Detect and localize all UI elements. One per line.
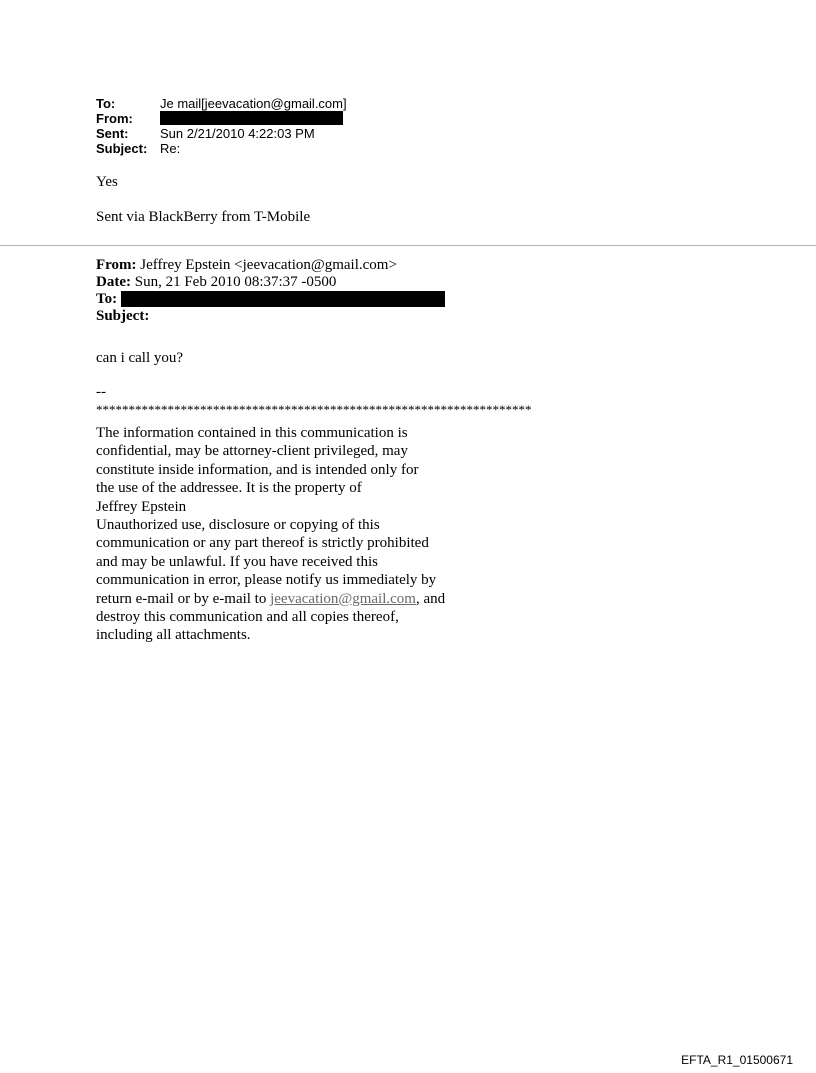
reply-sent-row — [96, 126, 347, 141]
disclaimer-line: The information contained in this communication is — [96, 425, 408, 441]
disclaimer-line: the use of the addressee. It is the property of — [96, 480, 362, 497]
reply-subject-row — [96, 141, 347, 156]
asterisk-rule: ******************************************************************* — [96, 402, 532, 417]
disclaimer-line — [96, 590, 496, 608]
from-label: From: — [96, 111, 133, 126]
disclaimer-text: return e-mail or by e-mail to — [96, 590, 271, 607]
quoted-date-label: Date: — [96, 274, 131, 290]
redaction-bar — [121, 291, 445, 307]
disclaimer-line: and may be unlawful. If you have received this — [96, 553, 378, 570]
disclaimer-line: constitute inside information, and is intended only for — [96, 461, 419, 478]
to-label: To: — [96, 96, 116, 111]
confidentiality-disclaimer — [96, 424, 496, 645]
disclaimer-line: Jeffrey Epstein — [96, 498, 187, 515]
reply-header — [96, 96, 347, 156]
disclaimer-line: including all attachments. — [96, 627, 251, 644]
disclaimer-text: , and — [415, 590, 446, 607]
to-value: Je mail[jeevacation@gmail.com] — [160, 96, 347, 111]
disclaimer-line: confidential, may be attorney-client privileged, may — [96, 443, 408, 460]
quoted-to-label: To: — [96, 291, 118, 307]
reply-body: Yes — [96, 174, 118, 190]
signature-separator: -- — [96, 384, 106, 400]
disclaimer-line: Unauthorized use, disclosure or copying of this — [96, 517, 380, 534]
quoted-date-value: Sun, 21 Feb 2010 08:37:37 -0500 — [134, 274, 337, 290]
reply-from-row — [96, 111, 347, 126]
disclaimer-line: communication in error, please notify us immediately by — [96, 572, 437, 589]
sent-value: Sun 2/21/2010 4:22:03 PM — [160, 126, 315, 141]
mobile-signature: Sent via BlackBerry from T-Mobile — [96, 209, 311, 225]
document-id: EFTA_R1_01500671 — [681, 1053, 793, 1067]
quoted-body: can i call you? — [96, 350, 184, 366]
message-divider — [0, 245, 816, 246]
quoted-subject-row — [96, 308, 445, 325]
email-link[interactable]: jeevacation@gmail.com — [270, 590, 416, 607]
quoted-subject-label: Subject: — [96, 308, 150, 324]
reply-to-row — [96, 96, 347, 111]
quoted-from-label: From: — [96, 257, 137, 273]
subject-value: Re: — [160, 141, 181, 156]
quoted-date-row — [96, 274, 445, 291]
quoted-from-row — [96, 257, 445, 274]
subject-label: Subject: — [96, 141, 148, 156]
quoted-from-value: Jeffrey Epstein <jeevacation@gmail.com> — [140, 257, 397, 273]
redaction-bar — [160, 111, 343, 125]
sent-label: Sent: — [96, 126, 129, 141]
quoted-to-row — [96, 291, 445, 308]
disclaimer-line: destroy this communication and all copies thereof, — [96, 609, 399, 626]
quoted-header — [96, 257, 445, 325]
disclaimer-line: communication or any part thereof is strictly prohibited — [96, 535, 429, 552]
